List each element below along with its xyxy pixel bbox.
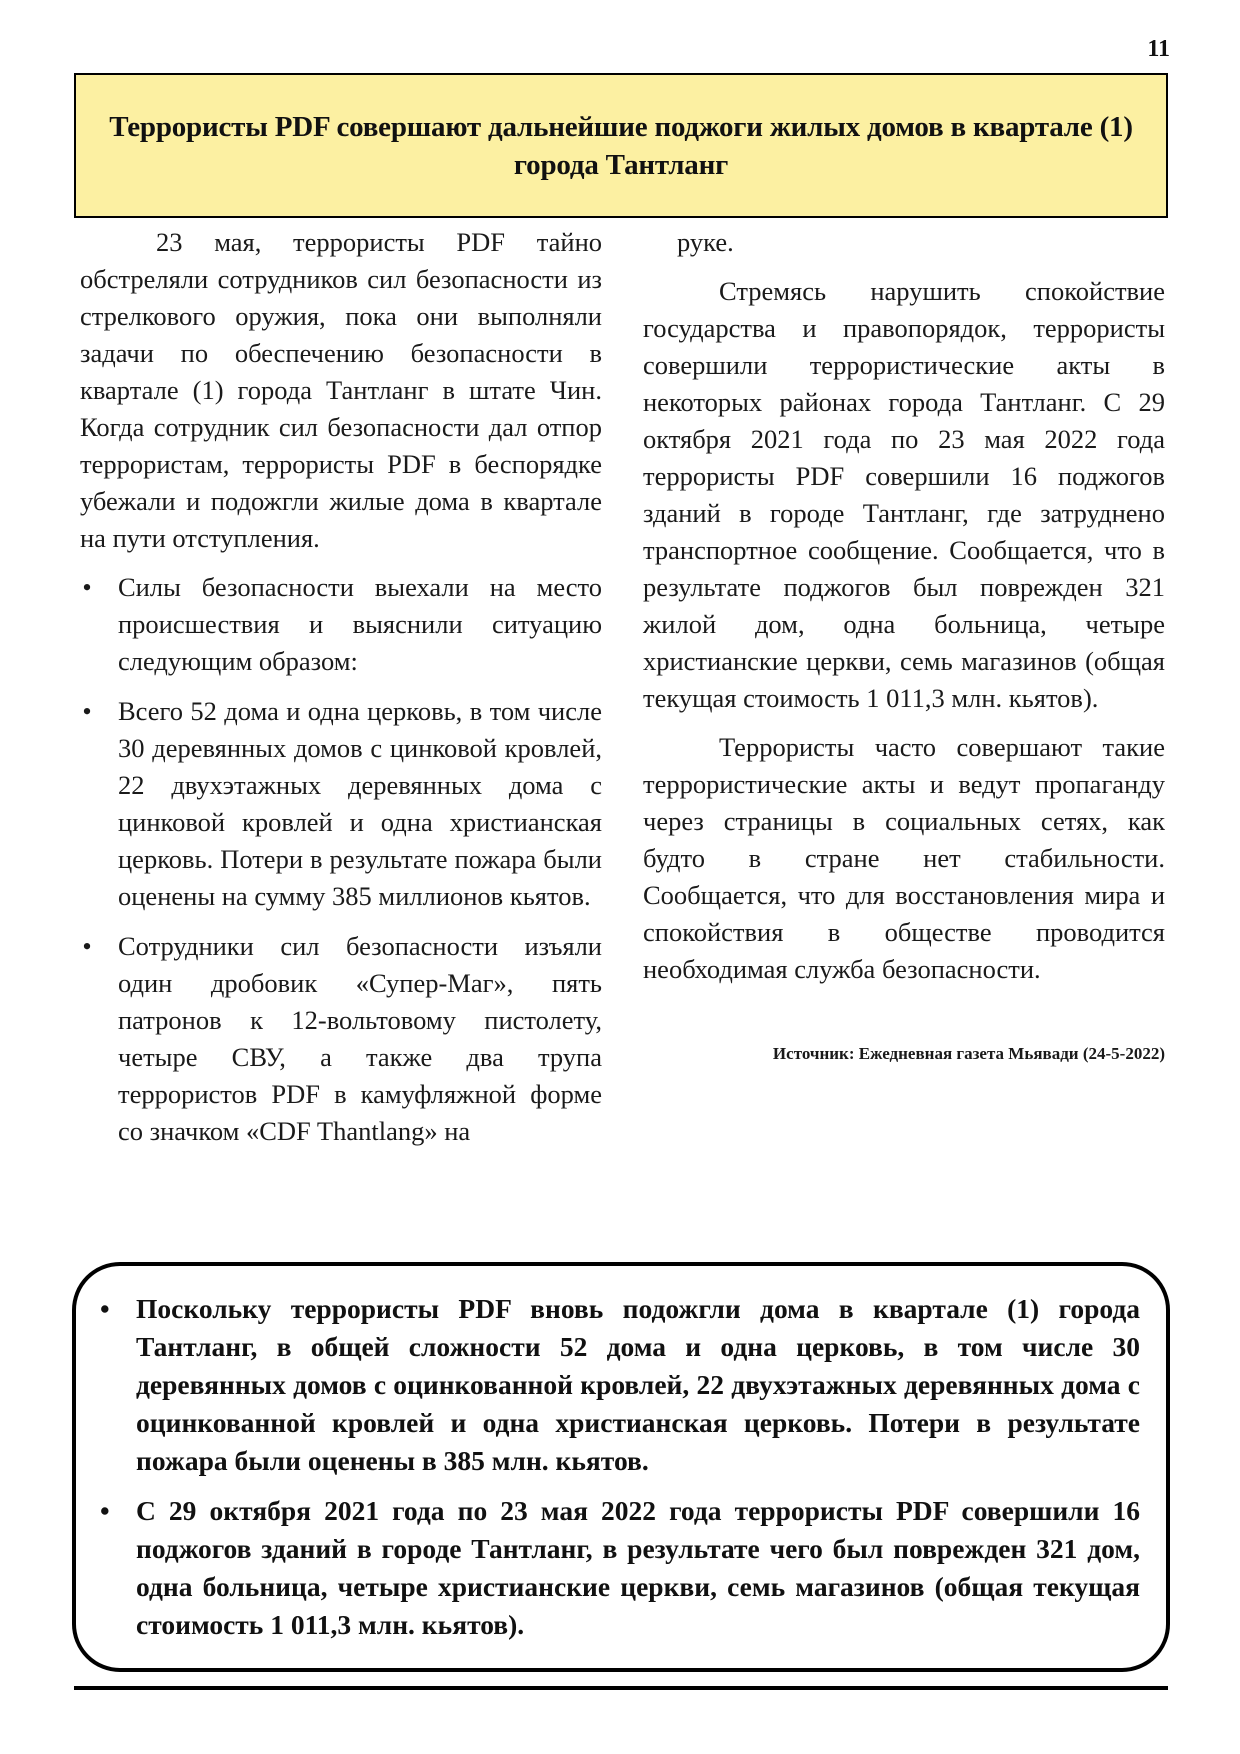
body-paragraph: Стремясь нарушить спокойствие государства и правопорядок, террористы совершили террористические акты в некоторых районах города Тантланг. С 29 октября 2021 года по 23 мая 2022 года террористы PDF совершили 16 поджогов зданий в городе Тантланг, где затруднено транспортное сообщение. Сообщается, что в результате поджогов был поврежден 321 жилой дом, одна больница, четыре христианские церкви, семь магазинов (общая текущая стоимость 1 011,3 млн. кьятов).: [643, 276, 1165, 713]
summary-item-text: С 29 октября 2021 года по 23 мая 2022 года террористы PDF совершили 16 поджогов зданий в городе Тантланг, в результате чего был поврежден 321 дом, одна больница, четыре христианские церкви, семь магазинов (общая текущая стоимость 1 011,3 млн. кьятов).: [136, 1495, 1140, 1640]
summary-box: [72, 1262, 1170, 1672]
right-column: [643, 224, 1165, 1065]
list-item-text: Сотрудники сил безопасности изъяли один дробовик «Супер-Маг», пять патронов к 12-вольтовому пистолету, четыре СВУ, а также два трупа террористов PDF в камуфляжной форме со значком «CDF Thantlang» на: [118, 931, 602, 1146]
bullet-icon: •: [100, 1293, 110, 1324]
intro-paragraph: 23 мая, террористы PDF тайно обстреляли сотрудников сил безопасности из стрелкового оружия, пока они выполняли задачи по обеспечению безопасности в квартале (1) города Тантланг в штате Чин. Когда сотрудник сил безопасности дал отпор террористам, террористы PDF в беспорядке убежали и подожгли жилые дома в квартале на пути отступления.: [80, 227, 602, 553]
list-item-text: Всего 52 дома и одна церковь, в том числе 30 деревянных домов с цинковой кровлей, 22 двухэтажных деревянных дома с цинковой кровлей и одна христианская церковь. Потери в результате пожара были оценены на сумму 385 миллионов кьятов.: [118, 696, 602, 911]
list-item-text: Силы безопасности выехали на место происшествия и выяснили ситуацию следующим образом:: [118, 572, 602, 676]
source-citation: Источник: Ежедневная газета Мьявади (24-5-2022): [772, 1044, 1165, 1063]
bullet-icon: •: [82, 696, 92, 726]
page-number: 11: [1147, 36, 1170, 62]
summary-item: [98, 1290, 1140, 1480]
summary-list: [98, 1290, 1140, 1644]
list-item: [80, 928, 602, 1150]
article-title: Террористы PDF совершают дальнейшие поджоги жилых домов в квартале (1) города Тантланг: [109, 110, 1133, 181]
bottom-divider: [74, 1686, 1168, 1690]
summary-item: [98, 1492, 1140, 1644]
bullet-icon: •: [82, 572, 92, 602]
bullet-icon: •: [82, 931, 92, 961]
body-paragraph: Террористы часто совершают такие террористические акты и ведут пропаганду через страницы в социальных сетях, как будто в стране нет стабильности. Сообщается, что для восстановления мира и спокойствия в обществе проводится необходимая служба безопасности.: [643, 732, 1165, 984]
summary-item-text: Поскольку террористы PDF вновь подожгли дома в квартале (1) города Тантланг, в общей сложности 52 дома и одна церковь, в том числе 30 деревянных домов с оцинкованной кровлей, 22 двухэтажных деревянных дома с оцинкованной кровлей и одна христианская церковь. Потери в результате пожара были оценены в 385 млн. кьятов.: [136, 1293, 1140, 1476]
title-banner: [74, 73, 1168, 218]
list-item: [80, 693, 602, 915]
list-item: [80, 569, 602, 680]
findings-list: [80, 569, 602, 1150]
bullet-icon: •: [100, 1495, 110, 1526]
left-column: [80, 224, 602, 1163]
continuation-text: руке.: [677, 227, 734, 257]
